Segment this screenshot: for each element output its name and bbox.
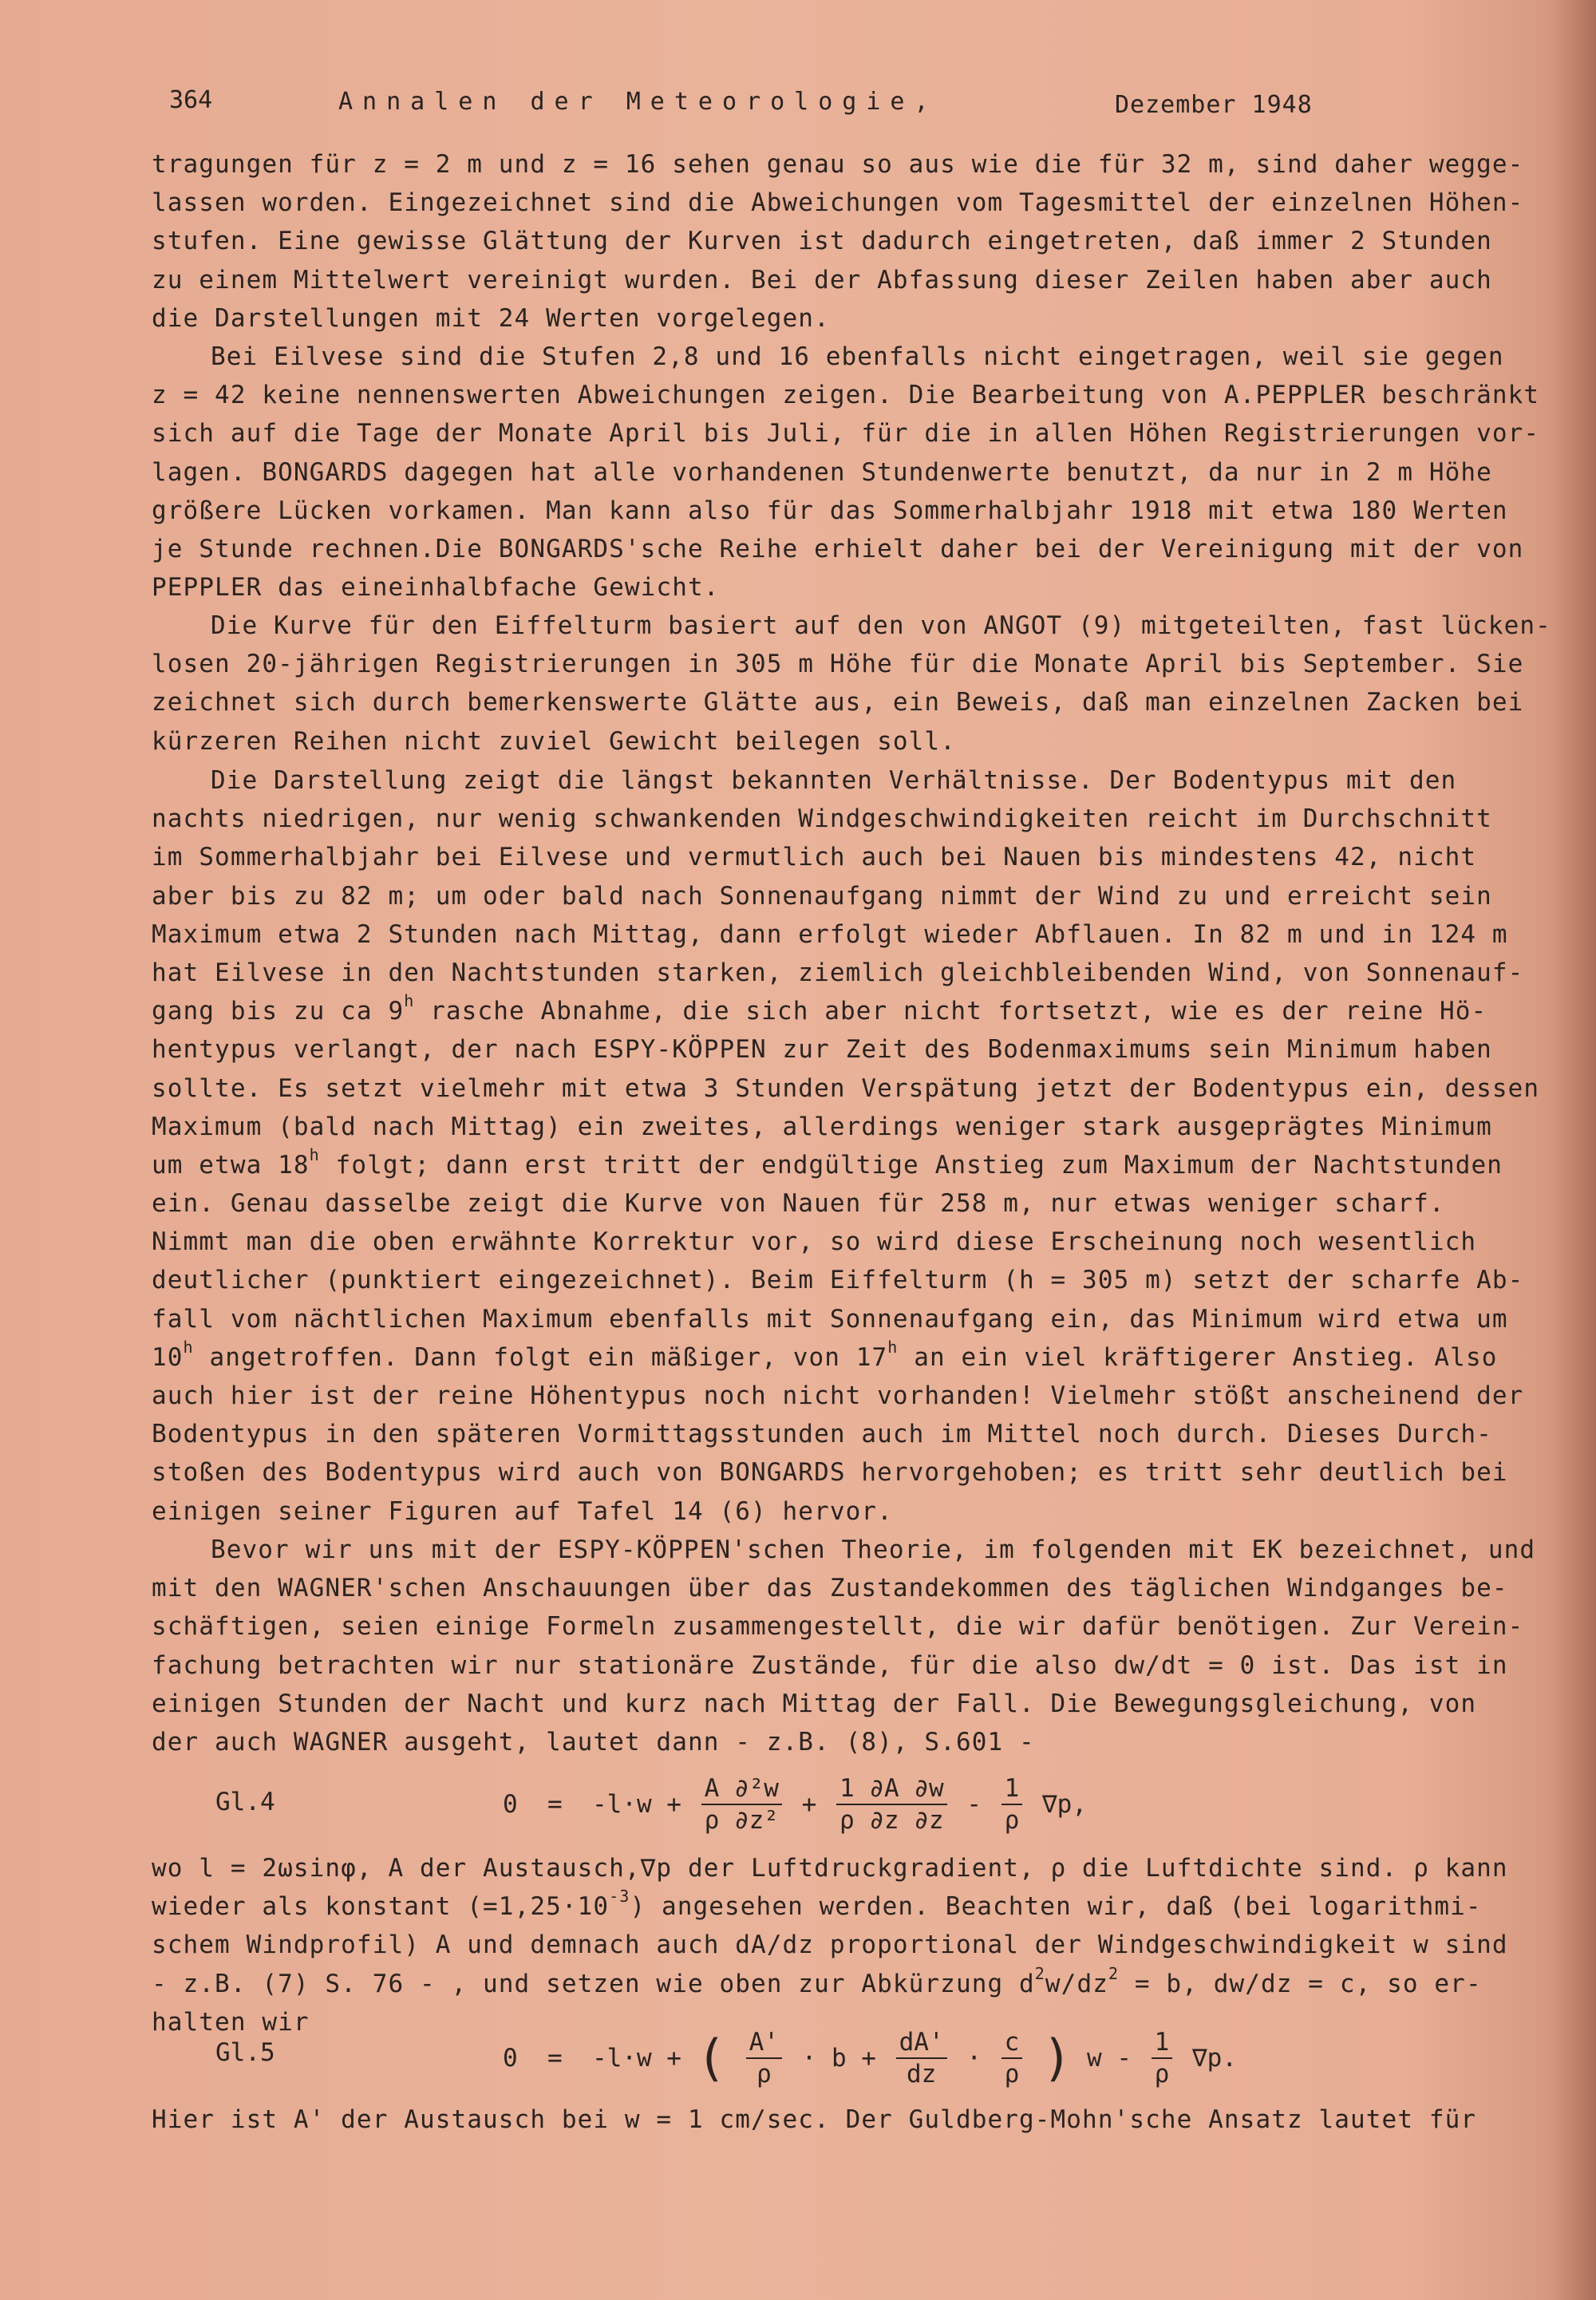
equation-body: 0 = -l·w + ( $\frac{A'}{\rho}$ · b + $\frac{dA'}{dz}$ · $\frac{c}{\rho}$ ) w - $\frac{1}{\rho}$ ∇p. (503, 2028, 1238, 2089)
running-header (169, 86, 1350, 123)
fraction: $\frac{1 \partial A \partial w}{\rho \partial z \partial z}$ (836, 1773, 947, 1836)
text-line: PEPPLER das eineinhalbfache Gewicht. (152, 573, 720, 603)
text-line: der auch WAGNER ausgeht, lautet dann - z.B. (8), S.601 - (152, 1727, 1035, 1757)
fraction: $\frac{1}{\rho}$ (1152, 2027, 1173, 2089)
paragraph-6 (152, 1849, 1540, 2041)
fraction: $\frac{1}{\rho}$ (1001, 1773, 1023, 1836)
text-line: je Stunde rechnen.Die BONGARDS'sche Reihe erhielt daher bei der Vereinigung mit der von (152, 534, 1524, 563)
equation-label: Gl.5 (215, 2038, 275, 2067)
text-line: größere Lücken vorkamen. Man kann also für das Sommerhalbjahr 1918 mit etwa 180 Werten (152, 496, 1508, 525)
issue-date: Dezember 1948 (1115, 91, 1313, 119)
superscript: h (404, 991, 415, 1011)
equation-body: 0 = -l·w + $\frac{\text{A ∂²w}}{\text{ρ ∂z²}}$ + $\frac{1 \partial A \partial w}{\rho \partial z \partial z}$ - $\frac{1}{\rho}$ ∇p, (503, 1774, 1087, 1835)
text-line: hat Eilvese in den Nachtstunden starken, ziemlich gleichbleibenden Wind, von Sonnenauf- (152, 958, 1524, 987)
text-line: stufen. Eine gewisse Glättung der Kurven ist dadurch eingetreten, daß immer 2 Stunden (152, 227, 1492, 256)
text-line: Bei Eilvese sind die Stufen 2,8 und 16 ebenfalls nicht eingetragen, weil sie gegen (211, 342, 1504, 371)
text-line: Die Kurve für den Eiffelturm basiert auf den von ANGOT (9) mitgeteilten, fast lücken- (211, 611, 1551, 640)
text-line: hentypus verlangt, der nach ESPY-KÖPPEN zur Zeit des Bodenmaximums sein Minimum haben (152, 1035, 1492, 1065)
superscript: h (183, 1337, 194, 1357)
text-line: aber bis zu 82 m; um oder bald nach Sonnenaufgang nimmt der Wind zu und erreicht sein (152, 881, 1492, 911)
text-line: lassen worden. Eingezeichnet sind die Abweichungen vom Tagesmittel der einzelnen Höhen- (152, 188, 1524, 218)
text-line: Maximum etwa 2 Stunden nach Mittag, dann erfolgt wieder Abflauen. In 82 m und in 124 m (152, 919, 1508, 949)
text-line: nachts niedrigen, nur wenig schwankenden Windgeschwindigkeiten reicht im Durchschnitt (152, 804, 1492, 834)
text-line: tragungen für z = 2 m und z = 16 sehen genau so aus wie die für 32 m, sind daher wegge- (152, 150, 1524, 179)
paragraph-3 (152, 607, 1551, 761)
text-line: kürzeren Reihen nicht zuviel Gewicht beilegen soll. (152, 726, 956, 756)
superscript: 2 (1034, 1963, 1045, 1983)
text-line: auch hier ist der reine Höhentypus noch nicht vorhanden! Vielmehr stößt anscheinend der (152, 1381, 1524, 1410)
text-line: 10$^h$ angetroffen. Dann folgt ein mäßiger, von 17$^h$ an ein viel kräftigerer Anstieg. Also (152, 1337, 1498, 1372)
paragraph-1 (152, 145, 1540, 338)
text-line: wo l = 2ωsinφ, A der Austausch,∇p der Luftdruckgradient, ρ die Luftdichte sind. ρ kann (152, 1854, 1508, 1883)
paragraph-2 (152, 338, 1540, 607)
fraction: $\frac{dA'}{dz}$ (896, 2027, 947, 2089)
text-line: wieder als konstant $(=1,25\cdot 10^{-3})$ angesehen werden. Beachten wir, daß (bei logarithmi- (152, 1887, 1482, 1922)
superscript: h (887, 1337, 899, 1357)
journal-title: Annalen der Meteorologie, (338, 88, 938, 116)
fraction: $\frac{A'}{\rho}$ (746, 2027, 782, 2089)
equation-5 (152, 2027, 1540, 2099)
text-line: ein. Genau dasselbe zeigt die Kurve von Nauen für 258 m, nur etwas weniger scharf. (152, 1189, 1445, 1219)
text-line: einigen Stunden der Nacht und kurz nach Mittag der Fall. Die Bewegungsgleichung, von (152, 1689, 1477, 1718)
equation-4 (152, 1773, 1540, 1845)
text-line: schem Windprofil) A und demnach auch dA/dz proportional der Windgeschwindigkeit w sind (152, 1930, 1508, 1960)
text-line: Bodentypus in den späteren Vormittagsstunden auch im Mittel noch durch. Dieses Durch- (152, 1420, 1492, 1449)
text-line: gang bis zu ca 9$^h$ rasche Abnahme, die sich aber nicht fortsetzt, wie es der reine Hö- (152, 991, 1487, 1026)
text-line: lagen. BONGARDS dagegen hat alle vorhandenen Stundenwerte benutzt, da nur in 2 m Höhe (152, 457, 1492, 487)
text-line: z = 42 keine nennenswerten Abweichungen zeigen. Die Bearbeitung von A.PEPPLER beschränkt (152, 381, 1540, 410)
text-line: die Darstellungen mit 24 Werten vorgelegen. (152, 303, 830, 333)
superscript: 2 (1108, 1963, 1120, 1983)
text-line: halten wir (152, 2007, 310, 2037)
superscript: h (309, 1144, 320, 1164)
text-line: fall vom nächtlichen Maximum ebenfalls mit Sonnenaufgang ein, das Minimum wird etwa um (152, 1304, 1508, 1334)
text-line: deutlicher (punktiert eingezeichnet). Beim Eiffelturm (h = 305 m) setzt der scharfe Ab- (152, 1266, 1524, 1295)
text-line: Die Darstellung zeigt die längst bekannten Verhältnisse. Der Bodentypus mit den (211, 766, 1457, 795)
text-line: zu einem Mittelwert vereinigt wurden. Bei der Abfassung dieser Zeilen haben aber auch (152, 265, 1492, 294)
equation-label: Gl.4 (215, 1788, 275, 1816)
text-line: Maximum (bald nach Mittag) ein zweites, allerdings weniger stark ausgeprägtes Minimum (152, 1112, 1492, 1141)
fraction: $\frac{c}{\rho}$ (1001, 2027, 1023, 2089)
page-number: 364 (169, 86, 213, 114)
text-line: Bevor wir uns mit der ESPY-KÖPPEN'schen Theorie, im folgenden mit EK bezeichnet, und (211, 1535, 1536, 1564)
paragraph-4 (152, 761, 1540, 1531)
text-line: stoßen des Bodentypus wird auch von BONGARDS hervorgehoben; es tritt sehr deutlich bei (152, 1458, 1508, 1488)
text-line: schäftigen, seien einige Formeln zusammengestellt, die wir dafür benötigen. Zur Verein- (152, 1612, 1524, 1642)
paragraph-7 (152, 2100, 1540, 2139)
text-line: mit den WAGNER'schen Anschauungen über das Zustandekommen des täglichen Windganges be- (152, 1574, 1508, 1603)
text-line: sollte. Es setzt vielmehr mit etwa 3 Stunden Verspätung jetzt der Bodentypus ein, dessen (152, 1073, 1540, 1103)
text-line: zeichnet sich durch bemerkenswerte Glätte aus, ein Beweis, daß man einzelnen Zacken bei (152, 688, 1524, 717)
text-line: losen 20-jährigen Registrierungen in 305 m Höhe für die Monate April bis September. Sie (152, 650, 1524, 679)
text-line: Hier ist A' der Austausch bei w = 1 cm/sec. Der Guldberg-Mohn'sche Ansatz lautet für (152, 2105, 1477, 2134)
superscript: -3 (609, 1887, 630, 1907)
paragraph-5 (152, 1531, 1540, 1761)
binding-shadow (1552, 0, 1596, 2300)
text-line: einigen seiner Figuren auf Tafel 14 (6) hervor. (152, 1496, 893, 1526)
text-line: fachung betrachten wir nur stationäre Zustände, für die also dw/dt = 0 ist. Das ist in (152, 1650, 1508, 1680)
text-line: um etwa 18$^h$ folgt; dann erst tritt der endgültige Anstieg zum Maximum der Nachtstunden (152, 1144, 1503, 1180)
text-line: im Sommerhalbjahr bei Eilvese und vermutlich auch bei Nauen bis mindestens 42, nicht (152, 843, 1477, 872)
text-line: Nimmt man die oben erwähnte Korrektur vor, so wird diese Erscheinung noch wesentlich (152, 1227, 1477, 1257)
fraction: $\frac{\text{A ∂²w}}{\text{ρ ∂z²}}$ (701, 1773, 782, 1836)
text-line: - z.B. (7) S. 76 - , und setzen wie oben zur Abkürzung $d^2w/dz^2 = b$, dw/dz = c, so er- (152, 1963, 1482, 1998)
text-line: sich auf die Tage der Monate April bis Juli, für die in allen Höhen Registrierungen vor- (152, 419, 1540, 449)
